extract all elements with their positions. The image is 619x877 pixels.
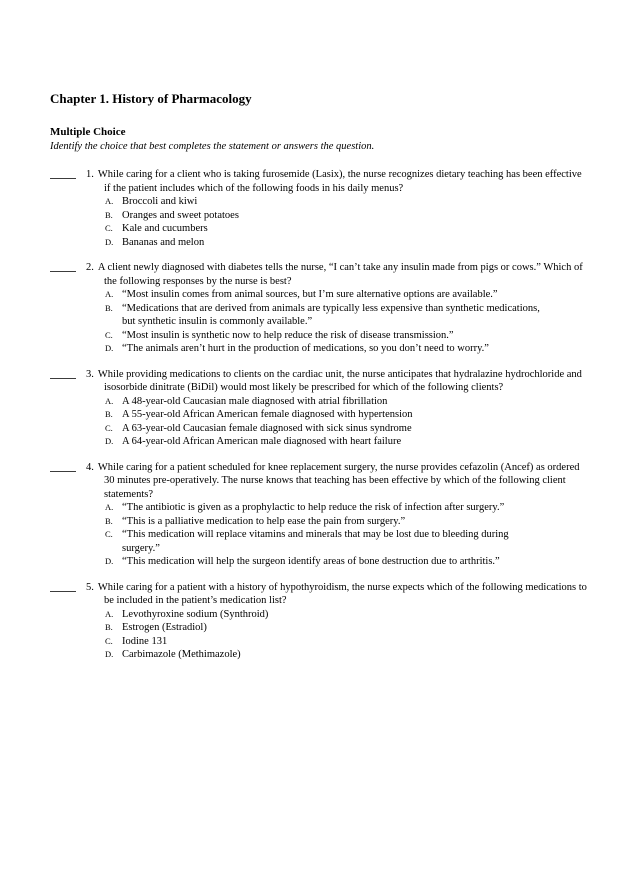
- option-text: “Most insulin comes from animal sources, but I’m sure alternative options are available.”: [122, 289, 498, 300]
- option-text: “This is a palliative medication to help ease the pain from surgery.”: [122, 515, 406, 527]
- option-letter: D.: [105, 343, 114, 353]
- option-text: A 48-year-old Caucasian male diagnosed with atrial fibrillation: [122, 395, 388, 407]
- option-text: Bananas and melon: [122, 236, 205, 248]
- answer-option: [105, 635, 541, 649]
- answer-option: [105, 195, 541, 209]
- option-text: “This medication will help the surgeon identify areas of bone destruction due to arthritis.”: [122, 556, 500, 567]
- question-body: [86, 368, 589, 449]
- answer-blank: [50, 368, 76, 379]
- options-list: [86, 395, 589, 449]
- answer-blank: [50, 461, 76, 472]
- option-text: “The animals aren’t hurt in the production of medications, so you don’t need to worry.”: [122, 343, 489, 354]
- question-body: [86, 461, 589, 569]
- section-instructions: Identify the choice that best completes the statement or answers the question.: [50, 140, 375, 152]
- option-letter: A.: [105, 395, 114, 406]
- page-title: Chapter 1. History of Pharmacology: [50, 91, 252, 106]
- answer-option: [105, 435, 541, 449]
- option-letter: B.: [105, 622, 113, 632]
- answer-option: [105, 528, 541, 555]
- answer-option: [105, 329, 541, 343]
- question-text: A client newly diagnosed with diabetes tells the nurse, “I can’t take any insulin made from pigs or cows.” Which of the following responses by the nurse is best?: [97, 262, 583, 287]
- option-letter: B.: [105, 209, 113, 220]
- question-stem: [86, 261, 589, 288]
- answer-blank: [50, 581, 76, 592]
- answer-option: [105, 422, 541, 436]
- answer-option: [105, 621, 541, 635]
- answer-option: [105, 555, 541, 569]
- option-letter: B.: [105, 515, 113, 526]
- answer-option: [105, 648, 541, 662]
- option-text: Broccoli and kiwi: [122, 196, 198, 207]
- question-body: [86, 581, 589, 662]
- answer-option: [105, 342, 541, 356]
- answer-option: [105, 236, 541, 250]
- question: [50, 168, 589, 249]
- answer-blank: [50, 261, 76, 272]
- option-text: A 55-year-old African American female diagnosed with hypertension: [122, 409, 413, 420]
- answer-option: [105, 288, 541, 302]
- question-number: 3.: [86, 368, 94, 380]
- option-letter: C.: [105, 223, 113, 233]
- question-number: 4.: [86, 461, 94, 473]
- option-letter: A.: [105, 196, 114, 206]
- option-letter: D.: [105, 556, 114, 566]
- question-number: 2.: [86, 262, 94, 273]
- question: [50, 368, 589, 449]
- question-number: 5.: [86, 581, 94, 593]
- section-heading: Multiple Choice: [50, 126, 126, 138]
- option-text: A 63-year-old Caucasian female diagnosed with sick sinus syndrome: [122, 422, 412, 434]
- option-letter: C.: [105, 635, 113, 646]
- question-number: 1.: [86, 169, 94, 180]
- answer-option: [105, 222, 541, 236]
- answer-option: [105, 501, 541, 515]
- option-text: Kale and cucumbers: [122, 223, 208, 234]
- options-list: [86, 608, 589, 662]
- options-list: [86, 195, 589, 249]
- options-list: [86, 288, 589, 356]
- option-text: Estrogen (Estradiol): [122, 622, 207, 633]
- question-text: While caring for a patient with a history of hypothyroidism, the nurse expects which of the following medications to be included in the patient’s medication list?: [97, 581, 587, 606]
- option-text: Levothyroxine sodium (Synthroid): [122, 608, 269, 620]
- option-letter: A.: [105, 608, 114, 619]
- option-text: A 64-year-old African American male diagnosed with heart failure: [122, 436, 402, 447]
- option-letter: B.: [105, 409, 113, 419]
- option-text: Iodine 131: [122, 635, 168, 647]
- question-stem: [86, 368, 589, 395]
- question: [50, 461, 589, 569]
- option-text: Oranges and sweet potatoes: [122, 209, 239, 221]
- question-text: While caring for a client who is taking furosemide (Lasix), the nurse recognizes dietary teaching has been effective if the patient includes which of the following foods in his daily menus?: [97, 169, 582, 194]
- question-text: While caring for a patient scheduled for knee replacement surgery, the nurse provides cefazolin (Ancef) as ordered 30 minutes pre-operatively. The nurse knows that teaching has been effective by which of the following client statements?: [97, 461, 580, 500]
- option-letter: D.: [105, 236, 114, 247]
- question-stem: [86, 461, 589, 502]
- option-letter: B.: [105, 302, 113, 313]
- question: [50, 261, 589, 356]
- option-letter: C.: [105, 422, 113, 433]
- answer-option: [105, 209, 541, 223]
- option-letter: C.: [105, 529, 113, 539]
- answer-option: [105, 395, 541, 409]
- question-stem: [86, 168, 589, 195]
- question-body: [86, 168, 589, 249]
- answer-option: [105, 302, 541, 329]
- option-text: “The antibiotic is given as a prophylactic to help reduce the risk of infection after surgery.”: [122, 502, 505, 513]
- option-text: “Medications that are derived from animals are typically less expensive than synthetic medications, but synthetic insulin is commonly available.”: [122, 302, 540, 327]
- answer-option: [105, 608, 541, 622]
- question: [50, 581, 589, 662]
- question-body: [86, 261, 589, 356]
- answer-option: [105, 515, 541, 529]
- question-text: While providing medications to clients on the cardiac unit, the nurse anticipates that hydralazine hydrochloride and isosorbide dinitrate (BiDil) would most likely be prescribed for which of the following clients?: [97, 368, 582, 393]
- answer-blank: [50, 168, 76, 179]
- option-letter: D.: [105, 649, 114, 659]
- option-text: “Most insulin is synthetic now to help reduce the risk of disease transmission.”: [122, 329, 454, 341]
- option-letter: D.: [105, 436, 114, 446]
- question-stem: [86, 581, 589, 608]
- option-letter: A.: [105, 502, 114, 512]
- question-list: [50, 168, 589, 662]
- option-letter: C.: [105, 329, 113, 340]
- options-list: [86, 501, 589, 569]
- answer-option: [105, 408, 541, 422]
- option-text: Carbimazole (Methimazole): [122, 649, 241, 660]
- option-letter: A.: [105, 289, 114, 299]
- option-text: “This medication will replace vitamins and minerals that may be lost due to bleeding during surgery.”: [122, 529, 509, 554]
